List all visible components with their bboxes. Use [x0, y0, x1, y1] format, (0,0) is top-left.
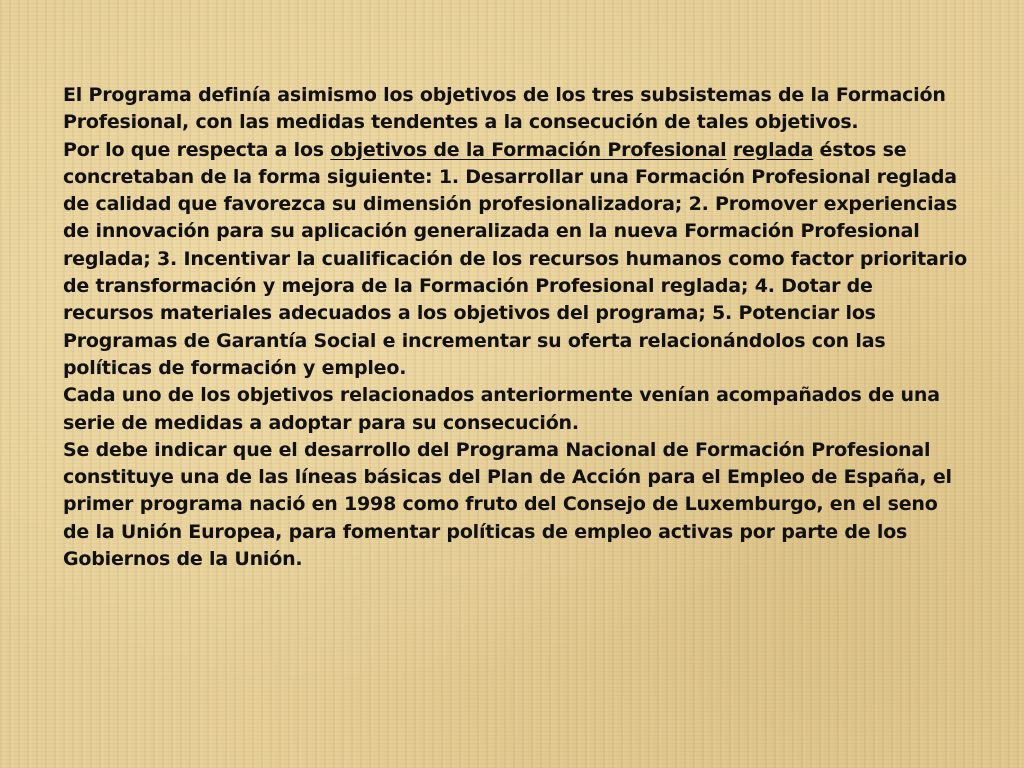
paragraph-objectives-lead: Por lo que respecta a los [63, 138, 331, 161]
slide-body-text [63, 82, 968, 573]
paragraph-intro: El Programa definía asimismo los objetivos de los tres subsistemas de la Formación Profesional, con las medidas tendentes a la consecución de tales objetivos. [63, 84, 946, 134]
paragraph-objectives [63, 137, 968, 383]
paragraph-program-context: Se debe indicar que el desarrollo del Programa Nacional de Formación Profesional constituye una de las líneas básicas del Plan de Acción para el Empleo de España, el primer programa nació en 1998 como fruto del Consejo de Luxemburgo, en el seno de la Unión Europea, para fomentar políticas de empleo activas por parte de los Gobiernos de la Unión. [63, 438, 952, 571]
paragraph-objectives-rest: éstos se concretaban de la forma siguiente: 1. Desarrollar una Formación Profesional reglada de calidad que favorezca su dimensión profesionalizadora; 2. Promover experiencias de innovación para su aplicación generalizada en la nueva Formación Profesional reglada; 3. Incentivar la cualificación de los recursos humanos como factor prioritario de transformación y mejora de la Formación Profesional reglada; 4. Dotar de recursos materiales adecuados a los objetivos del programa; 5. Potenciar los Programas de Garantía Social e incrementar su oferta relacionándolos con las políticas de formación y empleo. [63, 138, 967, 379]
link-reglada[interactable]: reglada [732, 138, 814, 161]
link-objetivos-formacion-profesional[interactable]: objetivos de la Formación Profesional [330, 138, 727, 161]
paragraph-measures: Cada uno de los objetivos relacionados anteriormente venían acompañados de una serie de medidas a adoptar para su consecución. [63, 384, 940, 434]
